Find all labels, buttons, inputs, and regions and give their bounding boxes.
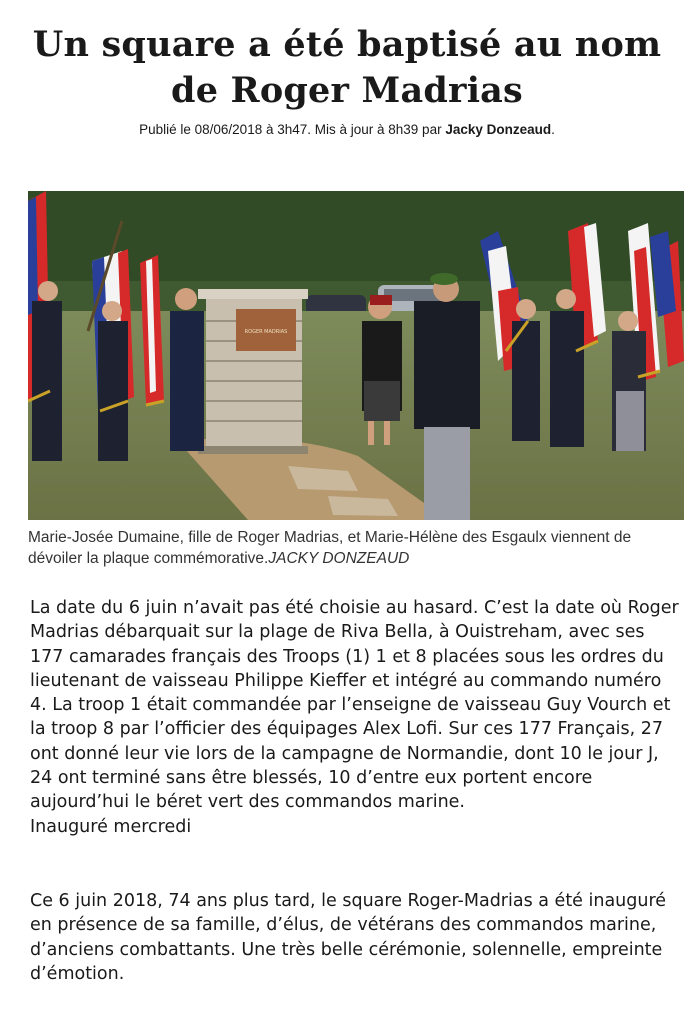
article-title: Un square a été baptisé au nom de Roger Madrias [32,24,662,111]
article-photo[interactable] [28,191,684,520]
paragraph-1-text: La date du 6 juin n’avait pas été choisie au hasard. C’est la date où Roger Madrias débarquait sur la plage de Riva Bella, à Ouistreham, avec ses 177 camarades français des Troops (1) 1 et 8 placées sous les ordres du lieutenant de vaisseau Philippe Kieffer et intégré au commando numéro 4. La troop 1 était commandée par l’enseigne de vaisseau Guy Vourch et la troop 8 par l’officier des équipages Alex Lofi. Sur ces 177 Français, 27 ont donné leur vie lors de la campagne de Normandie, dont 10 le jour J, 24 ont terminé sans être blessés, 10 d’entre eux portent encore aujourd’hui le béret vert des commandos marine. [30,598,679,813]
byline-date: Publié le 08/06/2018 à 3h47. Mis à jour à 8h39 par [139,122,446,137]
photo-credit: JACKY DONZEAUD [268,550,410,567]
article-body-paragraph-1 [30,596,680,839]
ceremony-photo-illustration [28,191,684,520]
byline-author[interactable]: Jacky Donzeaud [445,122,552,137]
caption-text: Marie-Josée Dumaine, fille de Roger Madrias, et Marie-Hélène des Esgaulx viennent de dévoiler la plaque commémorative. [28,529,632,567]
article-body-paragraph-2: Ce 6 juin 2018, 74 ans plus tard, le square Roger-Madrias a été inauguré en présence de sa famille, d’élus, de vétérans des commandos marine, d’anciens combattants. Une très belle cérémonie, solennelle, empreinte d’émotion. [30,891,667,984]
stone-monument [198,289,308,454]
plaque-text: ROGER MADRIAS [244,329,288,335]
photo-caption [28,527,678,569]
byline-end: . [551,122,555,137]
article-byline [0,121,694,139]
article-subheading: Inauguré mercredi [30,816,192,837]
